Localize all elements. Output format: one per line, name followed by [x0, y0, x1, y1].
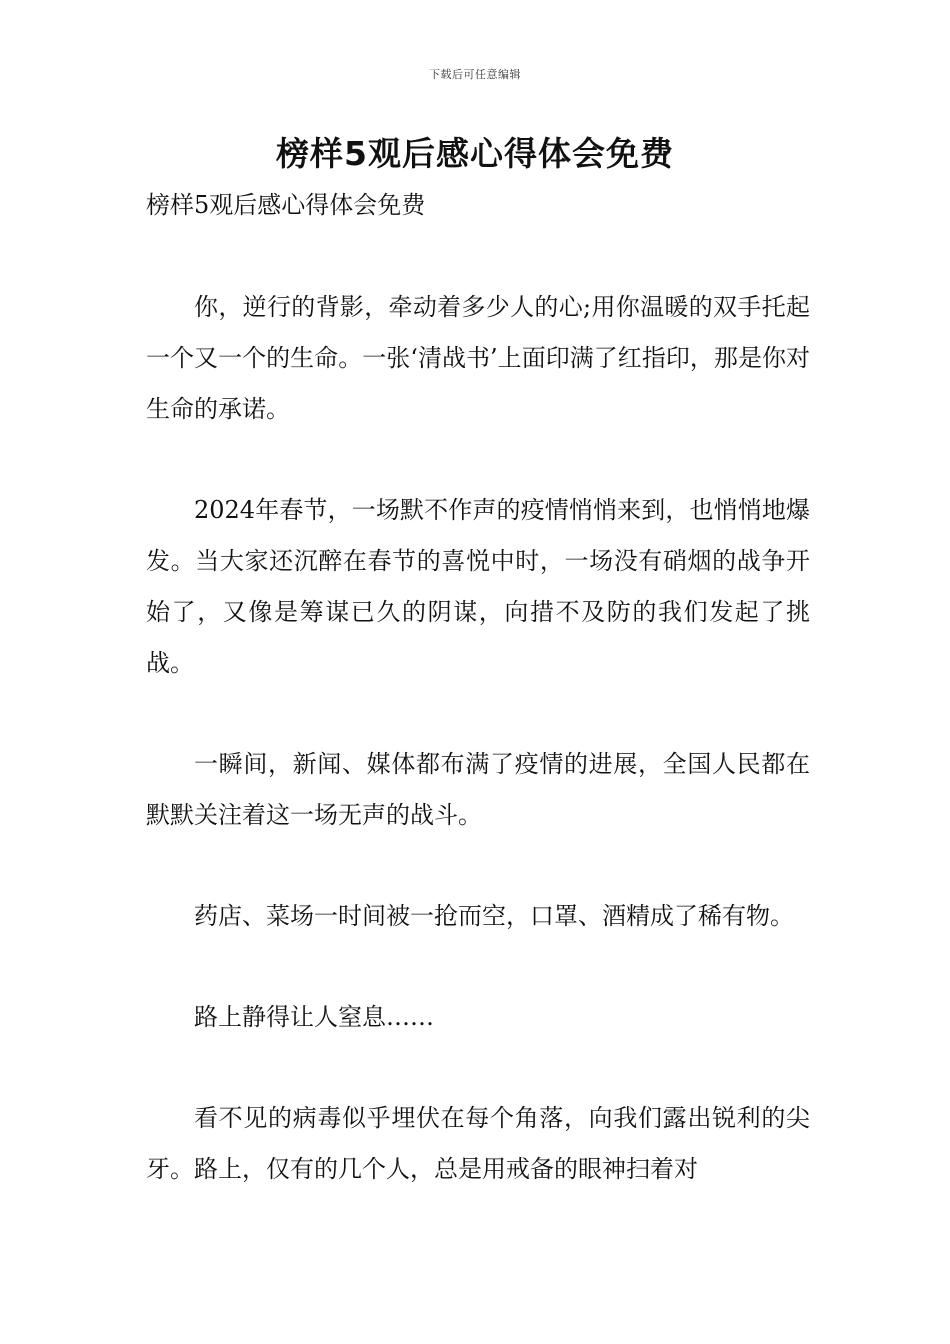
paragraph: 一瞬间，新闻、媒体都布满了疫情的进展，全国人民都在默默关注着这一场无声的战斗。 [146, 750, 810, 829]
header-note: 下载后可任意编辑 [429, 68, 521, 81]
paragraph: 药店、菜场一时间被一抢而空，口罩、酒精成了稀有物。 [194, 902, 794, 930]
document-body [146, 180, 810, 1195]
document-title: 榜样5观后感心得体会免费 [276, 134, 674, 173]
paragraph: 2024年春节，一场默不作声的疫情悄悄来到，也悄悄地爆发。当大家还沉醉在春节的喜悦中时，一场没有硝烟的战争开始了，又像是筹谋已久的阴谋，向措不及防的我们发起了挑战。 [146, 496, 810, 677]
document-subtitle: 榜样5观后感心得体会免费 [146, 191, 426, 219]
paragraph: 路上静得让人窒息…… [194, 1003, 434, 1031]
paragraph: 你，逆行的背影，牵动着多少人的心;用你温暖的双手托起一个又一个的生命。一张‘清战书’上面印满了红指印，那是你对生命的承诺。 [146, 293, 810, 423]
paragraph: 看不见的病毒似乎埋伏在每个角落，向我们露出锐利的尖牙。路上，仅有的几个人，总是用戒备的眼神扫着对 [146, 1104, 810, 1183]
